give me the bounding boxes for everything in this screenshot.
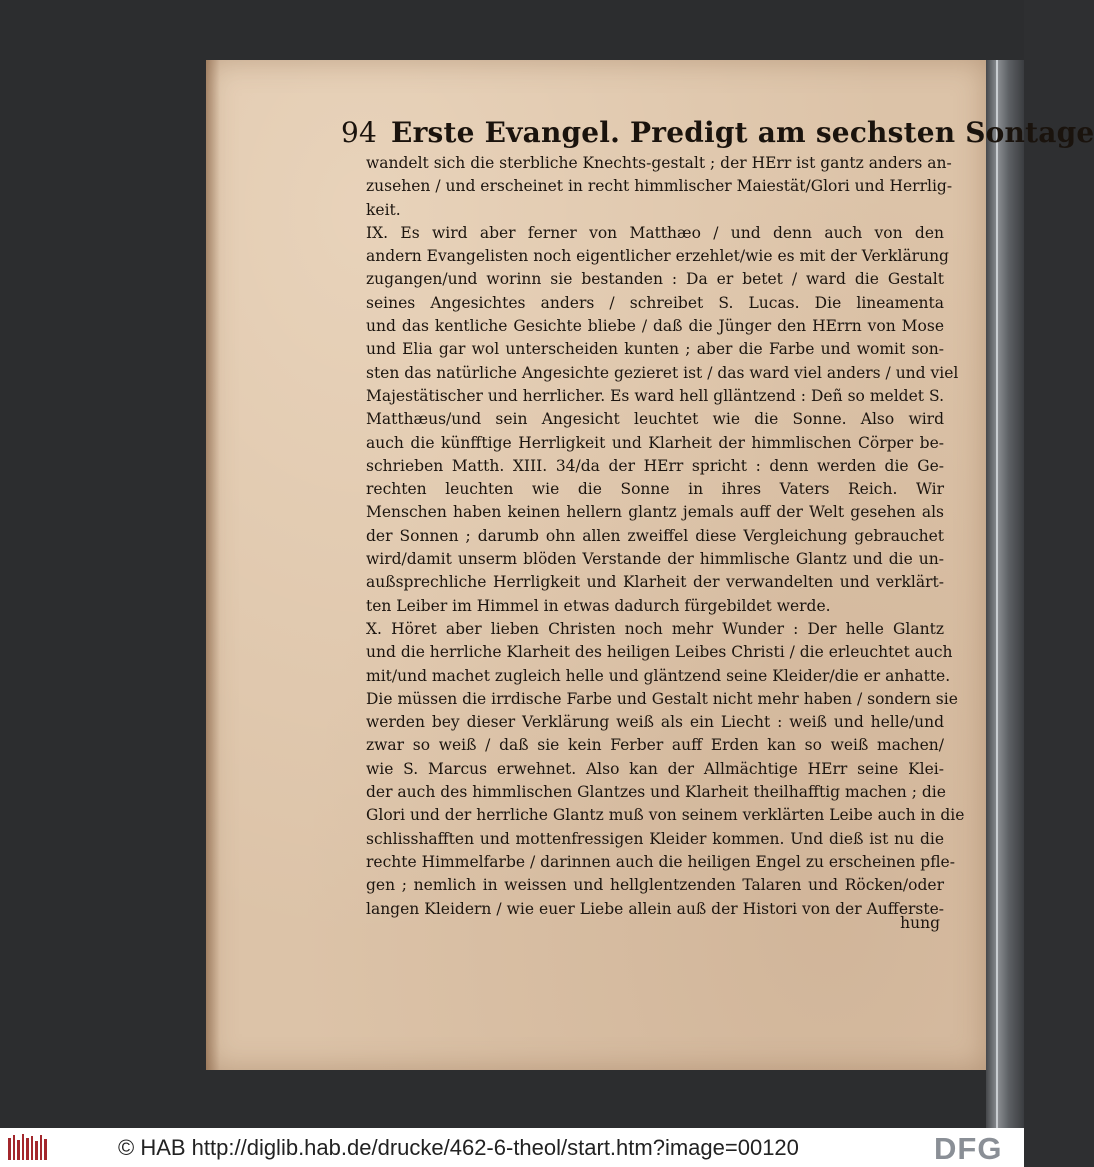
text-line: X. Höret aber lieben Christen noch mehr Wunder : Der helle Glantz <box>366 619 944 638</box>
text-line: Majestätischer und herrlicher. Es ward hell glläntzend : Deñ so meldet S. <box>366 386 944 405</box>
text-line: langen Kleidern / wie euer Liebe allein auß der Histori von der Aufferste- <box>366 899 944 918</box>
text-line: gen ; nemlich in weissen und hellglentzenden Talaren und Röcken/oder <box>366 876 944 895</box>
text-line: und Elia gar wol unterscheiden kunten ; aber die Farbe und womit son- <box>366 340 944 359</box>
text-line: außsprechliche Herrligkeit und Klarheit der verwandelten und verklärt- <box>366 573 944 592</box>
text-line: ten Leiber im Himmel in etwas dadurch fürgebildet werde. <box>366 596 831 615</box>
text-line: schlisshafften und mottenfressigen Kleider kommen. Und dieß ist nu die <box>366 829 944 848</box>
text-line: rechte Himmelfarbe / darinnen auch die heiligen Engel zu erscheinen pfle- <box>366 852 955 871</box>
text-line: rechten leuchten wie die Sonne in ihres Vaters Reich. Wir <box>366 480 944 499</box>
book-page <box>206 60 1094 1070</box>
text-line: zugangen/und worinn sie bestanden : Da er betet / ward die Gestalt <box>366 270 944 289</box>
text-line: schrieben Matth. XIII. 34/da der HErr spricht : denn werden die Ge- <box>366 456 944 475</box>
text-line: keit. <box>366 200 401 219</box>
text-line: Glori und der herrliche Glantz muß von seinem verklärten Leibe auch in die <box>366 806 965 825</box>
running-title: Erste Evangel. Predigt am sechsten Sontage <box>391 116 1094 149</box>
text-line: Matthæus/und sein Angesicht leuchtet wie die Sonne. Also wird <box>366 410 944 429</box>
copyright-link[interactable]: © HAB http://diglib.hab.de/drucke/462-6-theol/start.htm?image=00120 <box>118 1135 799 1160</box>
text-line: und das kentliche Gesichte bliebe / daß die Jünger den HErrn von Mose <box>366 317 944 336</box>
text-line: wird/damit unserm blöden Verstande der himmlische Glantz und die un- <box>366 550 944 569</box>
text-line: der Sonnen ; darumb ohn allen zweiffel diese Vergleichung gebrauchet <box>366 526 944 545</box>
text-line: Die müssen die irrdische Farbe und Gestalt nicht mehr haben / sondern sie <box>366 689 958 708</box>
text-line: zusehen / und erscheinet in recht himmlischer Maiestät/Glori und Herrlig- <box>366 177 953 196</box>
dfg-logo: DFG <box>934 1131 1003 1166</box>
text-line: andern Evangelisten noch eigentlicher erzehlet/wie es mit der Verklärung <box>366 247 949 266</box>
hab-library-logo-icon <box>6 1132 48 1163</box>
text-line: zwar so weiß / daß sie kein Ferber auff Erden kan so weiß machen/ <box>366 736 944 755</box>
catchword: hung <box>900 914 940 932</box>
page-number: 94 <box>341 116 378 149</box>
body-text <box>366 152 965 921</box>
text-line: der auch des himmlischen Glantzes und Klarheit theilhafftig machen ; die <box>366 783 946 802</box>
next-page-edge <box>986 60 1024 1128</box>
text-line: auch die künfftige Herrligkeit und Klarheit der himmlischen Cörper be- <box>366 433 944 452</box>
text-line: und die herrliche Klarheit des heiligen Leibes Christi / die erleuchtet auch <box>366 643 953 662</box>
text-line: mit/und machet zugleich helle und gläntzend seine Kleider/die er anhatte. <box>366 666 951 685</box>
text-line: werden bey dieser Verklärung weiß als ein Liecht : weiß und helle/und <box>366 713 944 732</box>
footer-bar <box>0 1128 1024 1167</box>
page-heading <box>341 116 1094 152</box>
text-line: sten das natürliche Angesichte gezieret ist / das ward viel anders / und viel <box>366 363 959 382</box>
text-line: IX. Es wird aber ferner von Matthæo / und denn auch von den <box>366 223 944 242</box>
text-line: Menschen haben keinen hellern glantz jemals auff der Welt gesehen als <box>366 503 944 522</box>
page-binding-shadow <box>206 60 220 1070</box>
text-line: wie S. Marcus erwehnet. Also kan der Allmächtige HErr seine Klei- <box>366 759 944 778</box>
text-line: wandelt sich die sterbliche Knechts-gestalt ; der HErr ist gantz anders an- <box>366 154 952 172</box>
text-line: seines Angesichtes anders / schreibet S. Lucas. Die lineamenta <box>366 293 944 312</box>
